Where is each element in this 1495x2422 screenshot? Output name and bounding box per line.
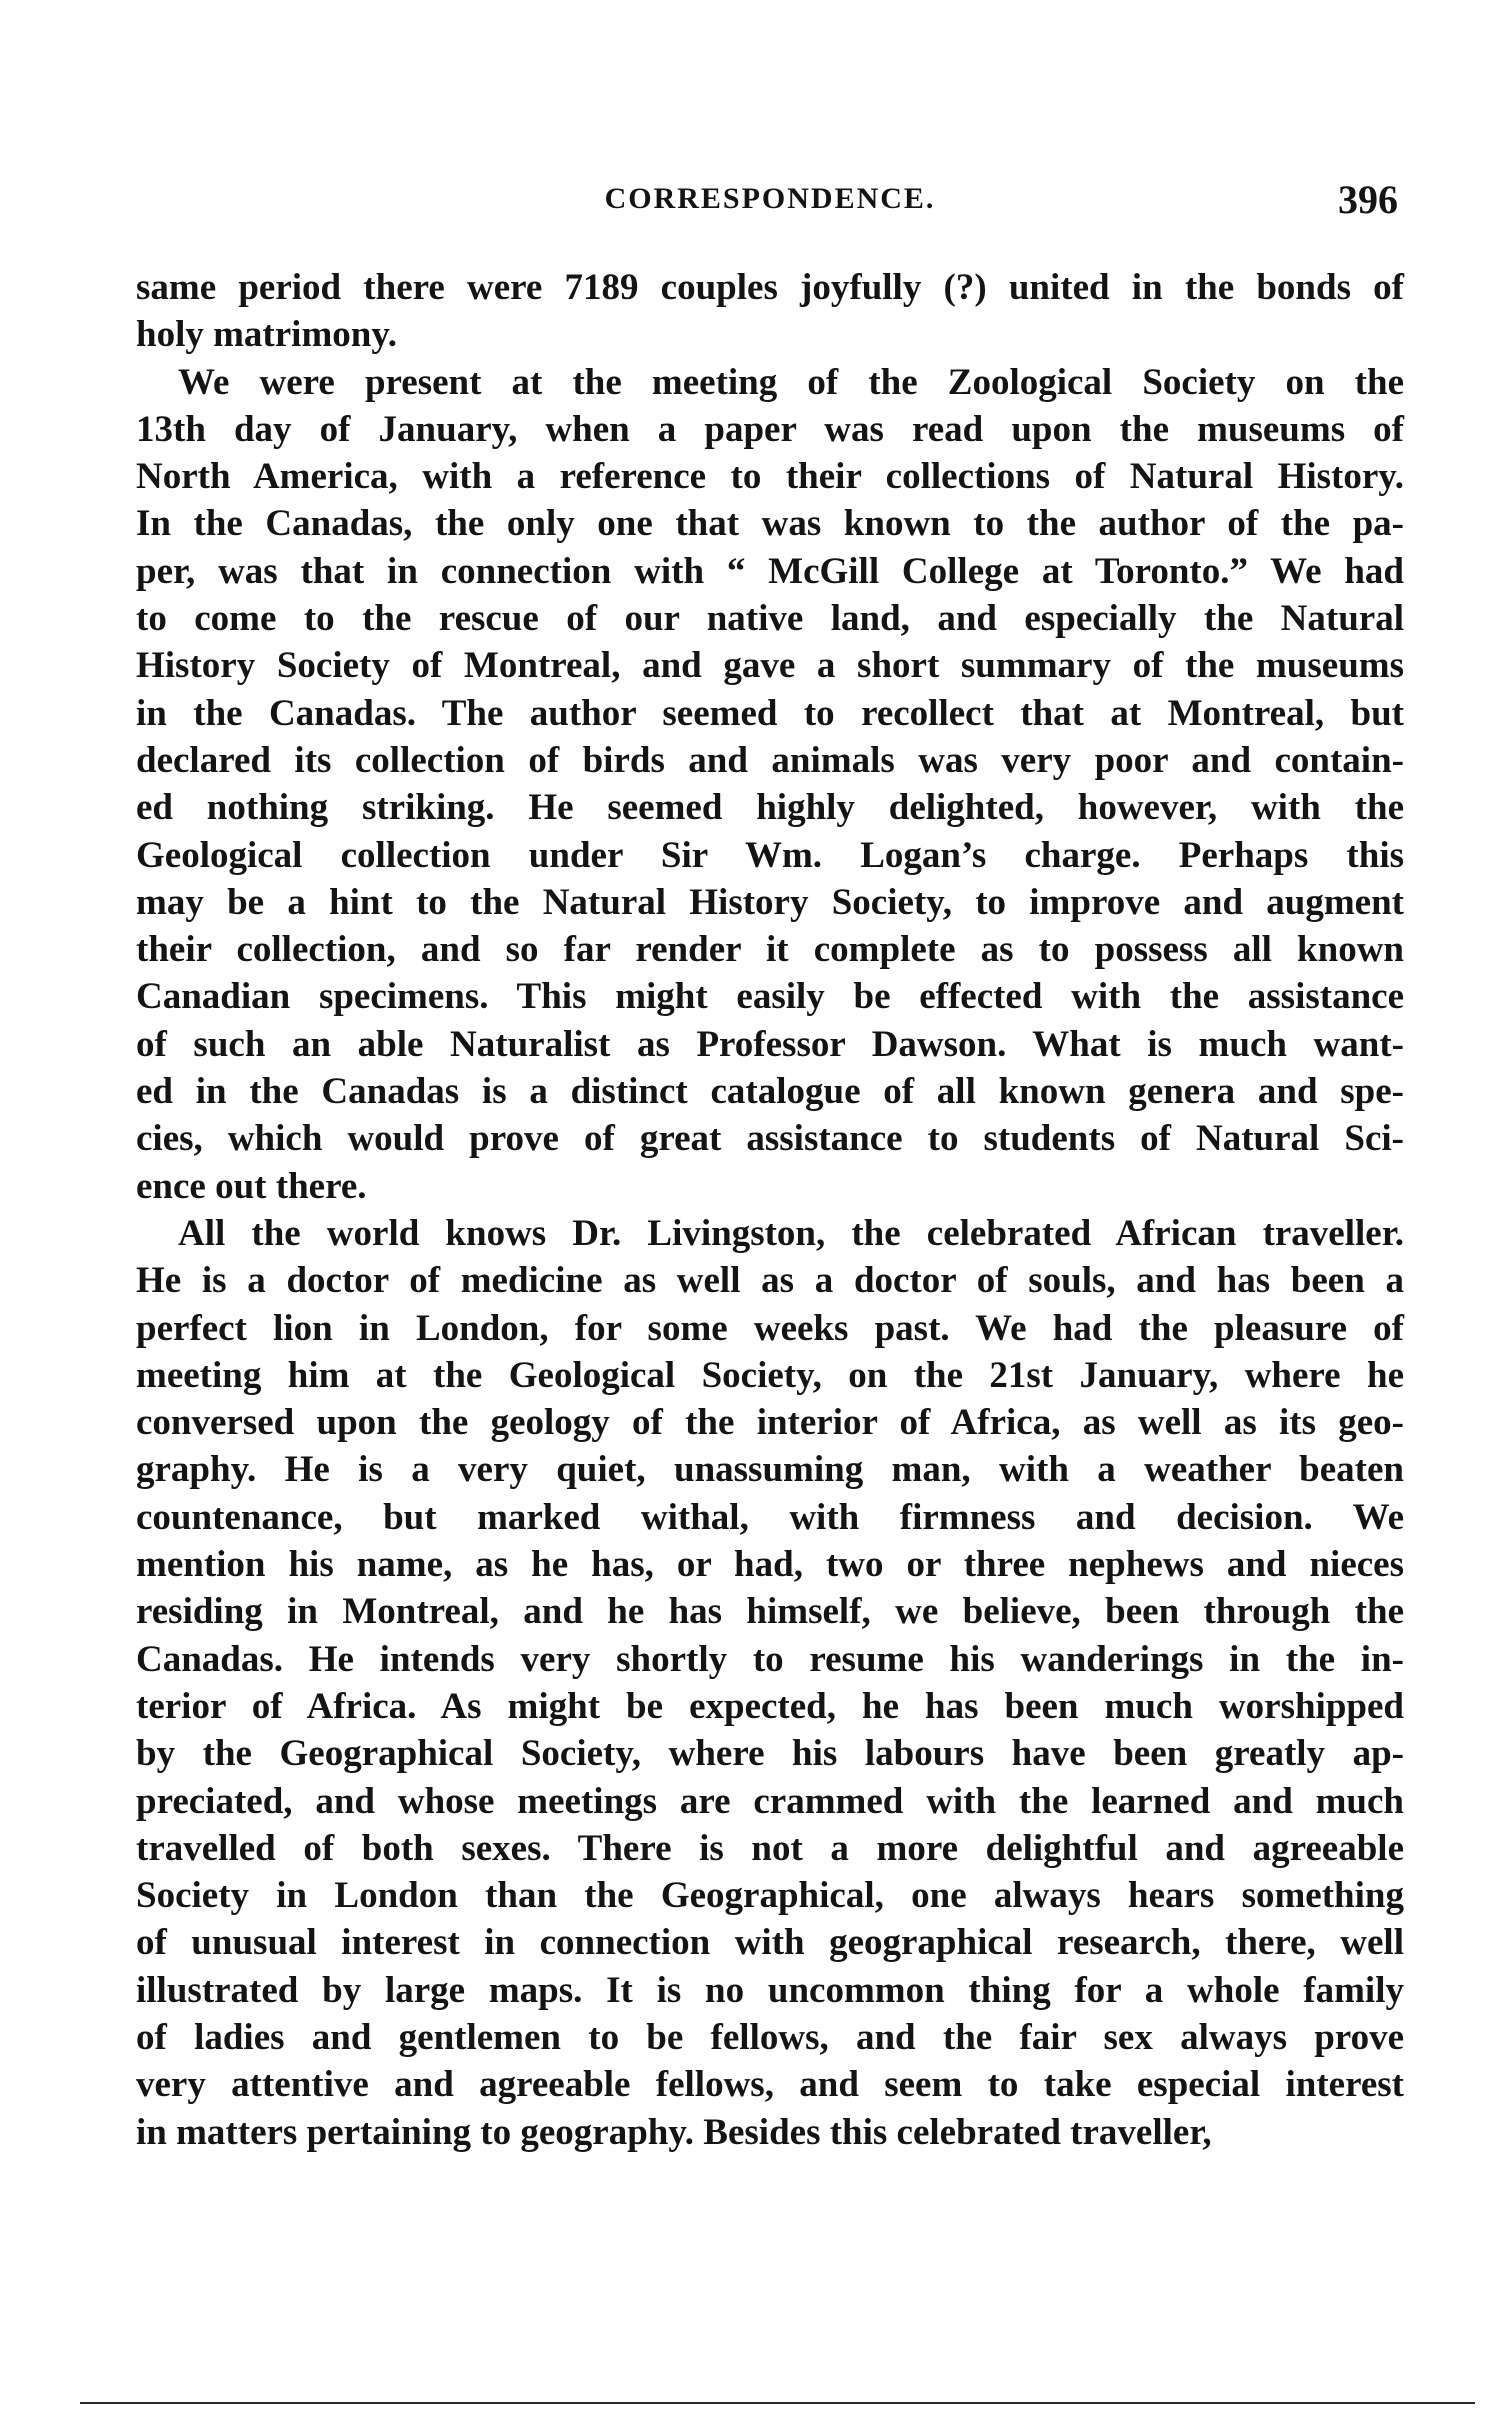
text-line: by the Geographical Society, where his labours have been greatly ap- — [136, 1733, 1404, 1775]
paragraph — [136, 359, 1404, 1210]
text-line: cies, which would prove of great assistance to students of Natural Sci- — [136, 1118, 1404, 1160]
text-line: mention his name, as he has, or had, two or three nephews and nieces — [136, 1544, 1404, 1586]
running-head — [140, 177, 1400, 232]
text-line: ence out there. — [136, 1165, 367, 1207]
text-line: 13th day of January, when a paper was read upon the museums of — [136, 408, 1404, 450]
text-line: same period there were 7189 couples joyfully (?) united in the bonds of — [136, 267, 1404, 308]
paragraph — [136, 264, 1404, 359]
text-line: very attentive and agreeable fellows, and seem to take especial interest — [136, 2064, 1404, 2106]
text-line: in the Canadas. The author seemed to recollect that at Montreal, but — [136, 692, 1404, 734]
text-line: All the world knows Dr. Livingston, the celebrated African traveller. — [178, 1212, 1404, 1254]
text-line: meeting him at the Geological Society, on the 21st January, where he — [136, 1354, 1404, 1396]
body-text — [136, 264, 1404, 2156]
text-line: graphy. He is a very quiet, unassuming man, with a weather beaten — [136, 1449, 1404, 1491]
text-line: in matters pertaining to geography. Besides this celebrated traveller, — [136, 2111, 1212, 2153]
text-line: ed nothing striking. He seemed highly delighted, however, with the — [136, 787, 1404, 829]
page-number: 396 — [1338, 177, 1398, 222]
text-line: perfect lion in London, for some weeks past. We had the pleasure of — [136, 1307, 1404, 1349]
text-line: terior of Africa. As might be expected, he has been much worshipped — [136, 1685, 1404, 1727]
text-line: holy matrimony. — [136, 314, 398, 356]
text-line: Canadas. He intends very shortly to resume his wanderings in the in- — [136, 1638, 1404, 1680]
text-line: illustrated by large maps. It is no uncommon thing for a whole family — [136, 1969, 1404, 2011]
text-line: History Society of Montreal, and gave a short summary of the museums — [136, 645, 1404, 687]
text-line: per, was that in connection with “ McGill College at Toronto.” We had — [136, 550, 1404, 592]
text-line: may be a hint to the Natural History Society, to improve and augment — [136, 881, 1404, 923]
text-line: He is a doctor of medicine as well as a doctor of souls, and has been a — [136, 1260, 1404, 1302]
text-line: of unusual interest in connection with geographical research, there, well — [136, 1922, 1404, 1964]
text-line: to come to the rescue of our native land, and especially the Natural — [136, 598, 1404, 640]
text-line: of such an able Naturalist as Professor Dawson. What is much want- — [136, 1023, 1404, 1065]
text-line: We were present at the meeting of the Zoological Society on the — [178, 361, 1404, 403]
text-line: preciated, and whose meetings are crammed with the learned and much — [136, 1780, 1404, 1822]
text-line: North America, with a reference to their collections of Natural History. — [136, 456, 1404, 498]
text-line: residing in Montreal, and he has himself, we believe, been through the — [136, 1591, 1404, 1633]
text-line: their collection, and so far render it complete as to possess all known — [136, 929, 1404, 971]
text-line: travelled of both sexes. There is not a more delightful and agreeable — [136, 1827, 1404, 1869]
paragraph — [136, 1210, 1404, 2156]
text-line: conversed upon the geology of the interior of Africa, as well as its geo- — [136, 1402, 1404, 1444]
text-line: of ladies and gentlemen to be fellows, and the fair sex always prove — [136, 2016, 1404, 2058]
bottom-rule — [80, 2402, 1475, 2404]
text-line: Canadian specimens. This might easily be effected with the assistance — [136, 976, 1404, 1018]
text-line: ed in the Canadas is a distinct catalogue of all known genera and spe- — [136, 1071, 1404, 1113]
text-line: In the Canadas, the only one that was known to the author of the pa- — [136, 503, 1404, 545]
running-title: CORRESPONDENCE. — [604, 182, 936, 215]
text-line: Society in London than the Geographical, one always hears something — [136, 1875, 1404, 1917]
text-line: countenance, but marked withal, with firmness and decision. We — [136, 1496, 1404, 1538]
text-line: Geological collection under Sir Wm. Logan’s charge. Perhaps this — [136, 834, 1404, 876]
text-line: declared its collection of birds and animals was very poor and contain- — [136, 739, 1404, 781]
